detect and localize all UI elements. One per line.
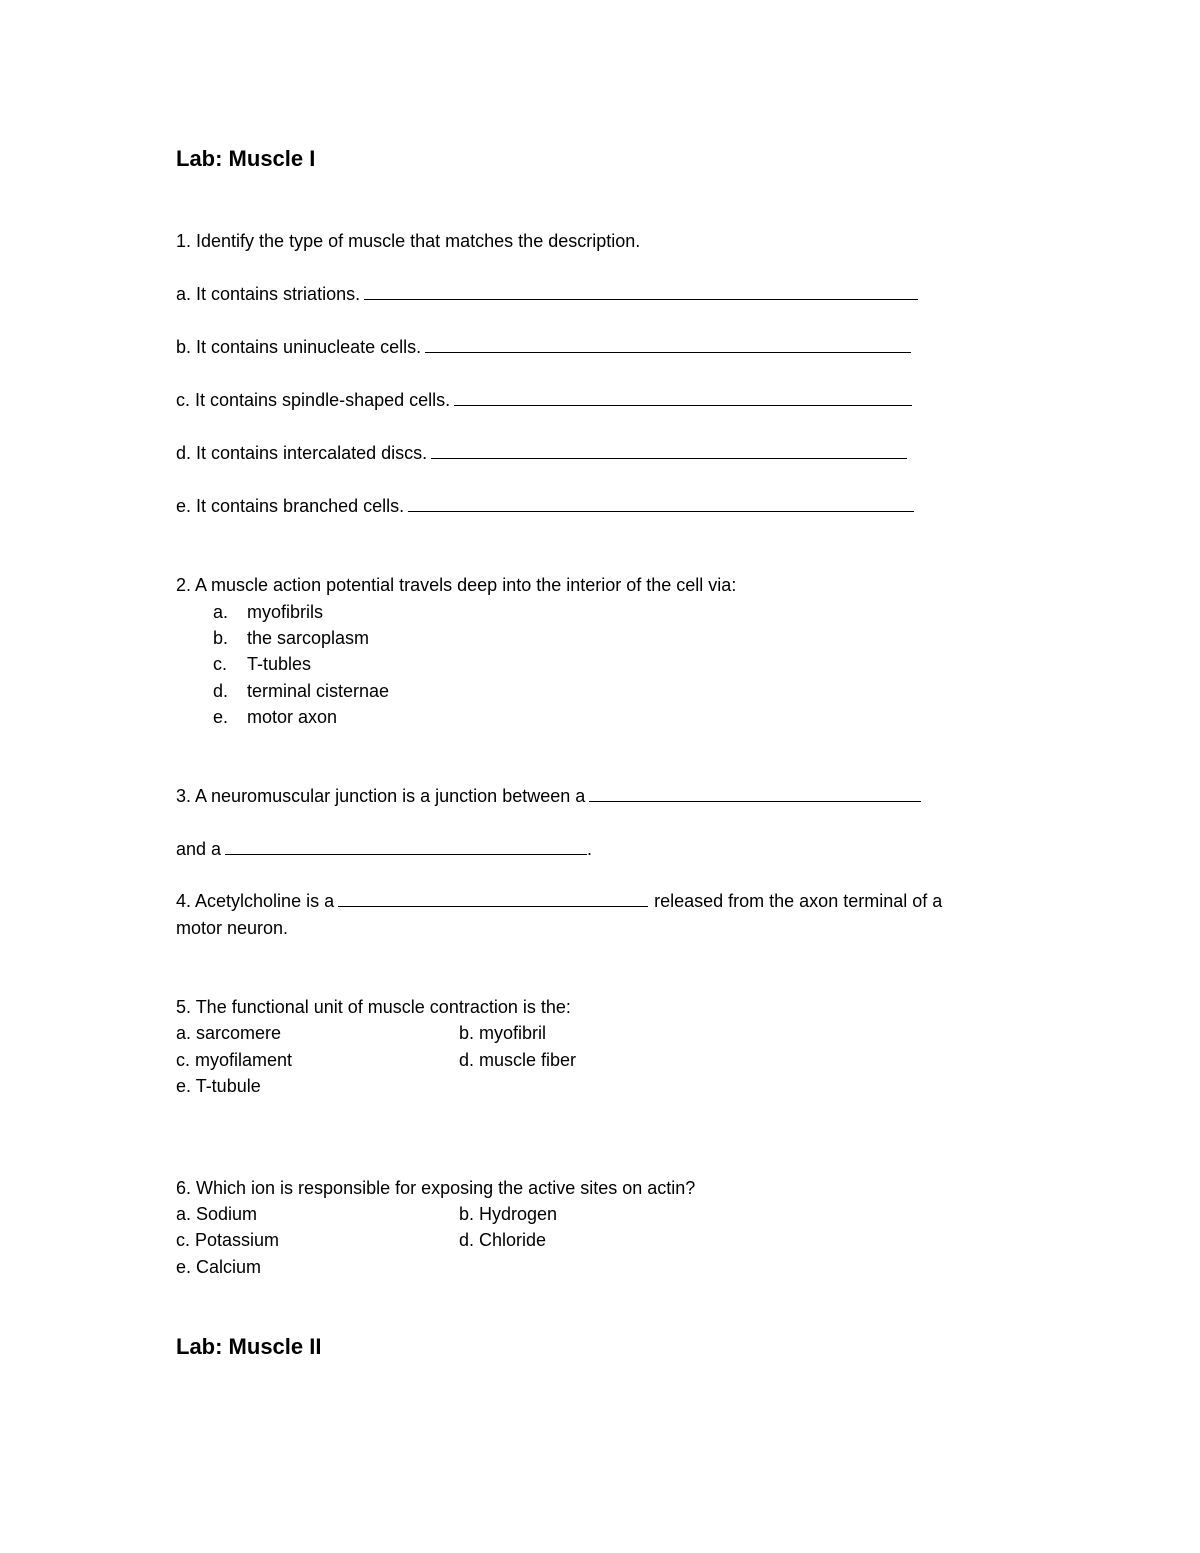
question-5-option-e[interactable]: e. T-tubule [176,1076,261,1096]
question-6-option-c[interactable]: c. Potassium [176,1230,280,1250]
question-4-text-a: 4. Acetylcholine is a [176,891,335,911]
answer-blank-1a[interactable] [364,283,918,300]
answer-blank-4[interactable] [338,890,648,907]
question-1-item-a-text: a. It contains striations. [176,284,361,304]
question-5-option-a[interactable]: a. sarcomere [176,1023,282,1043]
question-3-line-2 [176,838,592,860]
answer-blank-1e[interactable] [408,495,914,512]
question-1-item-c [176,389,912,411]
question-1-item-a [176,283,918,305]
question-2-option-e[interactable]: motor axon [247,707,338,727]
question-4-line-1 [176,890,942,912]
question-5-option-c[interactable]: c. myofilament [176,1050,293,1070]
answer-blank-3b[interactable] [225,838,587,855]
section-title-muscle-1: Lab: Muscle I [176,146,316,171]
question-1-item-e [176,495,914,517]
question-6-option-a[interactable]: a. Sodium [176,1204,258,1224]
question-2-option-b-letter: b. [213,628,229,648]
answer-blank-3a[interactable] [589,785,921,802]
question-6-option-b[interactable]: b. Hydrogen [459,1204,558,1224]
question-4-text-b: released from the axon terminal of a [654,891,943,911]
section-title-muscle-2: Lab: Muscle II [176,1334,322,1359]
question-1-prompt: 1. Identify the type of muscle that matches the description. [176,231,641,251]
question-1-item-d [176,442,907,464]
question-1-item-e-text: e. It contains branched cells. [176,496,405,516]
question-4-line-2: motor neuron. [176,918,289,938]
question-2-option-c-letter: c. [213,654,228,674]
question-2-option-a-letter: a. [213,602,229,622]
question-2-option-a[interactable]: myofibrils [247,602,324,622]
answer-blank-1c[interactable] [454,389,912,406]
question-2-prompt: 2. A muscle action potential travels deep into the interior of the cell via: [176,575,737,595]
question-2-option-c[interactable]: T-tubles [247,654,312,674]
question-1-item-b-text: b. It contains uninucleate cells. [176,337,422,357]
question-3-line-1 [176,785,921,807]
question-1-item-c-text: c. It contains spindle-shaped cells. [176,390,451,410]
question-2-option-e-letter: e. [213,707,229,727]
question-5-prompt: 5. The functional unit of muscle contraction is the: [176,997,571,1017]
question-6-prompt: 6. Which ion is responsible for exposing the active sites on actin? [176,1178,696,1198]
question-5-option-d[interactable]: d. muscle fiber [459,1050,577,1070]
question-1-item-d-text: d. It contains intercalated discs. [176,443,428,463]
answer-blank-1b[interactable] [425,336,911,353]
question-3-and-a: and a [176,839,222,859]
question-2-option-b[interactable]: the sarcoplasm [247,628,370,648]
question-3-period: . [587,839,593,859]
question-1-item-b [176,336,911,358]
question-2-option-d[interactable]: terminal cisternae [247,681,390,701]
question-5-option-b[interactable]: b. myofibril [459,1023,547,1043]
question-6-option-e[interactable]: e. Calcium [176,1257,262,1277]
answer-blank-1d[interactable] [431,442,907,459]
question-3-text: 3. A neuromuscular junction is a junction between a [176,786,586,806]
question-6-option-d[interactable]: d. Chloride [459,1230,547,1250]
question-2-option-d-letter: d. [213,681,229,701]
